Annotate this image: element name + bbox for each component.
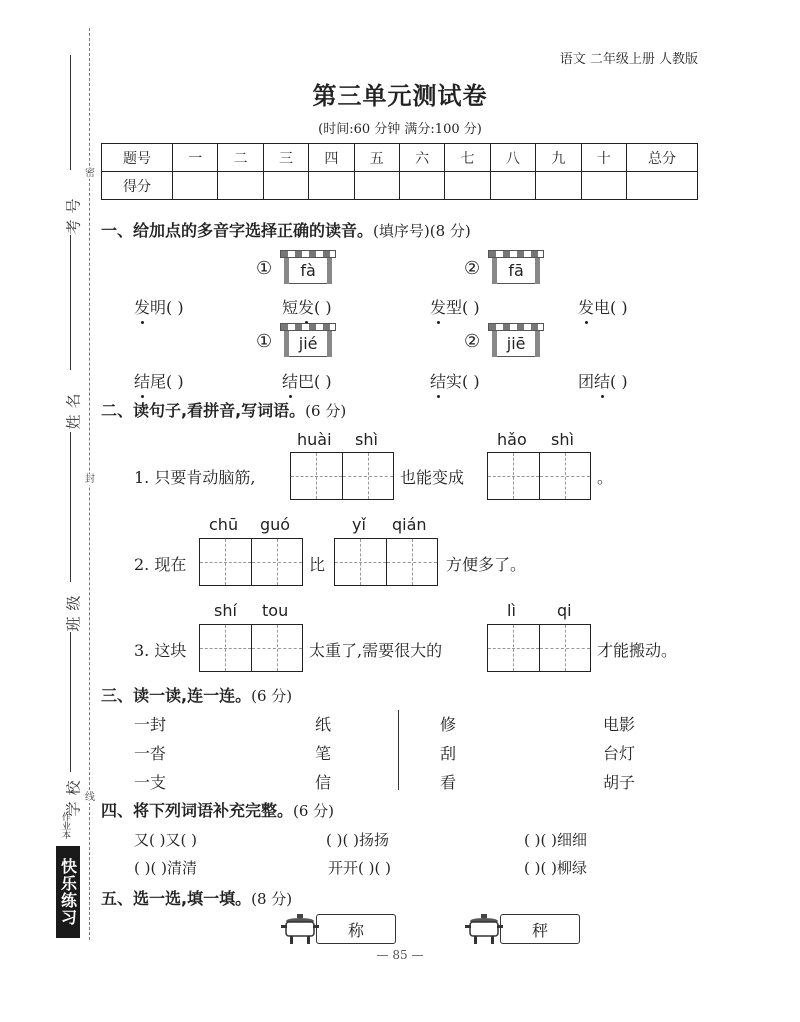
margin-label-name: 姓名 [64, 387, 83, 430]
score-input[interactable] [627, 172, 698, 200]
q2-title: 二、读句子,看拼音,写词语。(6 分) [101, 401, 347, 420]
margin-rule [70, 632, 71, 772]
match-item[interactable]: 信 [315, 773, 332, 792]
shop-sign-icon: jiē [488, 323, 544, 359]
score-cell: 题号 [102, 144, 173, 172]
q1-word[interactable]: 发电( ) [578, 295, 628, 318]
q1-word[interactable]: 结巴( ) [282, 369, 332, 392]
score-cell: 总分 [627, 144, 698, 172]
writing-grid[interactable] [487, 452, 591, 500]
match-item[interactable]: 台灯 [603, 744, 636, 763]
match-item[interactable]: 纸 [315, 715, 332, 734]
fill-blank-item[interactable]: ( )( )清清 [134, 859, 197, 877]
q1-word[interactable]: 结实( ) [430, 369, 480, 392]
margin-rule [70, 432, 71, 582]
score-cell: 八 [490, 144, 535, 172]
pinyin: shì [355, 430, 378, 449]
match-item[interactable]: 一沓 [134, 744, 167, 763]
pinyin: qi [557, 601, 572, 620]
score-table [101, 143, 698, 200]
match-item[interactable]: 一支 [134, 773, 167, 792]
q1-option: ① jié [256, 323, 336, 359]
page-number: — 85 — [376, 948, 424, 962]
pinyin: yǐ [352, 515, 366, 534]
score-cell: 六 [399, 144, 444, 172]
writing-grid[interactable] [487, 624, 591, 672]
choice-label: 秤 [500, 914, 580, 944]
match-item[interactable]: 电影 [603, 715, 636, 734]
score-cell: 五 [354, 144, 399, 172]
choice-2[interactable] [464, 912, 580, 946]
match-item[interactable]: 一封 [134, 715, 167, 734]
sentence-text: 3. 这块 [134, 641, 187, 660]
cut-mark-xian: 线 [85, 792, 95, 803]
fill-blank-item[interactable]: ( )( )细细 [524, 831, 587, 849]
shop-sign-icon: fā [488, 250, 544, 286]
fill-blank-item[interactable]: ( )( )扬扬 [326, 831, 389, 849]
score-input[interactable] [263, 172, 308, 200]
pot-icon [464, 912, 504, 946]
score-input[interactable] [173, 172, 218, 200]
brand-sub: 作业本 [60, 812, 70, 839]
page-subtitle: (时间:60 分钟 满分:100 分) [318, 122, 482, 137]
fill-blank-item[interactable]: 开开( )( ) [328, 859, 391, 877]
shop-sign-icon: fà [280, 250, 336, 286]
margin-label-school: 学校 [64, 774, 83, 817]
match-item[interactable]: 胡子 [603, 773, 636, 792]
score-row-label: 得分 [102, 172, 173, 200]
sentence-text: 才能搬动。 [597, 641, 678, 660]
cut-mark-feng: 封 [85, 474, 95, 485]
score-input[interactable] [581, 172, 626, 200]
score-cell: 二 [218, 144, 263, 172]
score-cell: 十 [581, 144, 626, 172]
margin-label-class: 班级 [64, 589, 83, 632]
margin-rule [70, 235, 71, 370]
shop-sign-icon: jié [280, 323, 336, 359]
score-cell: 一 [173, 144, 218, 172]
score-cell: 七 [445, 144, 490, 172]
q4-title: 四、将下列词语补充完整。(6 分) [101, 801, 335, 820]
score-cell: 三 [263, 144, 308, 172]
pinyin: lì [507, 601, 516, 620]
fill-blank-item[interactable]: 又( )又( ) [134, 831, 197, 849]
pinyin: chū [209, 515, 239, 534]
writing-grid[interactable] [199, 538, 303, 586]
sentence-text: 2. 现在 [134, 555, 187, 574]
q3-title: 三、读一读,连一连。(6 分) [101, 686, 293, 705]
sentence-text: 1. 只要肯动脑筋, [134, 468, 256, 487]
pinyin: shì [551, 430, 574, 449]
pot-icon [280, 912, 320, 946]
pinyin: hǎo [497, 430, 527, 449]
fill-blank-item[interactable]: ( )( )柳绿 [524, 859, 587, 877]
brand-name: 快乐练习 [58, 858, 78, 926]
choice-label: 称 [316, 914, 396, 944]
q5-title: 五、选一选,填一填。(8 分) [101, 889, 293, 908]
score-header-row [102, 144, 698, 172]
brand-logo [56, 812, 82, 942]
q1-title: 一、给加点的多音字选择正确的读音。(填序号)(8 分) [101, 221, 471, 240]
pinyin: guó [260, 515, 291, 534]
sentence-text: 方便多了。 [446, 555, 527, 574]
q1-word[interactable]: 发明( ) [134, 295, 184, 318]
pinyin: huài [297, 430, 332, 449]
pinyin: tou [262, 601, 289, 620]
margin-label-exam-no: 考号 [64, 192, 83, 235]
book-meta: 语文 二年级上册 人教版 [559, 52, 698, 67]
sentence-text: 也能变成 [400, 468, 465, 487]
score-input[interactable] [218, 172, 263, 200]
score-cell: 九 [536, 144, 581, 172]
sentence-text: 。 [597, 468, 614, 487]
q1-option: ① fà [256, 250, 336, 286]
q1-word[interactable]: 结尾( ) [134, 369, 184, 392]
sentence-text: 比 [309, 555, 326, 574]
q1-option: ② jiē [464, 323, 544, 359]
score-input[interactable] [490, 172, 535, 200]
score-input[interactable] [445, 172, 490, 200]
pinyin: qián [392, 515, 427, 534]
score-input[interactable] [309, 172, 354, 200]
writing-grid[interactable] [290, 452, 394, 500]
q1-word[interactable]: 团结( ) [578, 369, 628, 392]
match-item[interactable]: 刮 [440, 744, 457, 763]
sentence-text: 太重了,需要很大的 [309, 641, 443, 660]
match-item[interactable]: 笔 [315, 744, 332, 763]
match-item[interactable]: 看 [440, 773, 457, 792]
match-item[interactable]: 修 [440, 715, 457, 734]
q1-word[interactable]: 短发( ) [282, 295, 332, 318]
column-divider [398, 710, 399, 790]
score-input[interactable] [354, 172, 399, 200]
q1-option: ② fā [464, 250, 544, 286]
cut-mark-mi: 密 [85, 168, 95, 179]
writing-grid[interactable] [199, 624, 303, 672]
score-input[interactable] [536, 172, 581, 200]
q1-word[interactable]: 发型( ) [430, 295, 480, 318]
pinyin: shí [214, 601, 237, 620]
choice-1[interactable] [280, 912, 396, 946]
score-value-row [102, 172, 698, 200]
page-title: 第三单元测试卷 [312, 82, 488, 110]
writing-grid[interactable] [334, 538, 438, 586]
score-input[interactable] [399, 172, 444, 200]
score-cell: 四 [309, 144, 354, 172]
margin-rule [70, 55, 71, 170]
